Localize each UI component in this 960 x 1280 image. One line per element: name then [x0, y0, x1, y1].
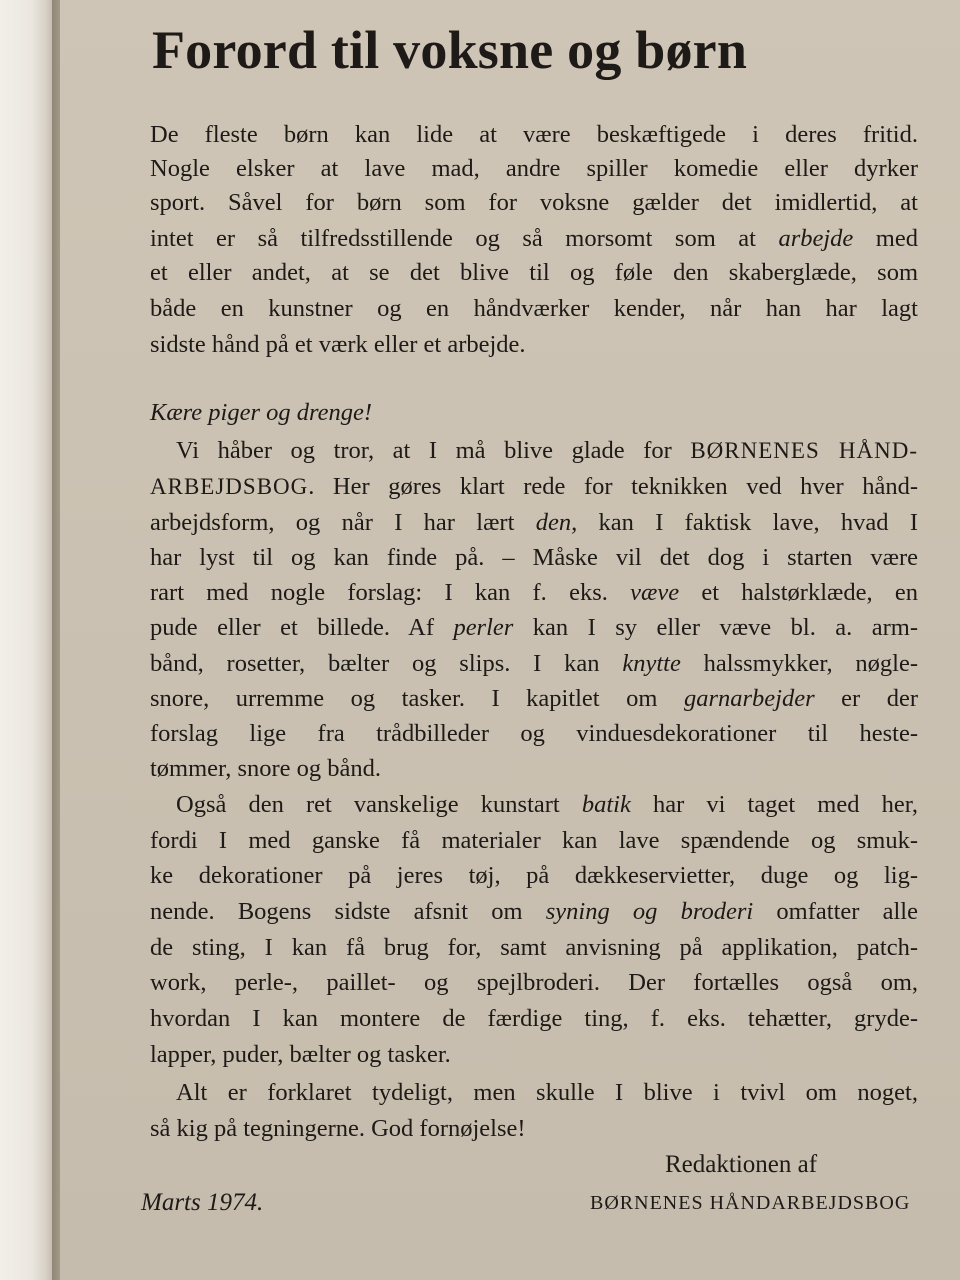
- signature-line-2: BØRNENES HÅNDARBEJDSBOG: [590, 1192, 911, 1214]
- para3-line: Alt er forklaret tydeligt, men skulle I blive i tvivl om noget,: [176, 1079, 918, 1106]
- para2-line: ke dekorationer på jeres tøj, på dækkeservietter, duge og lig-: [150, 862, 918, 889]
- date: Marts 1974.: [141, 1189, 264, 1216]
- para2-line: [150, 895, 918, 929]
- facing-page-edge: [0, 0, 56, 1280]
- text-run: bånd, rosetter, bælter og slips. I kan: [150, 650, 623, 677]
- text-run: er der: [814, 685, 918, 712]
- para2-line: [176, 788, 918, 822]
- text-run: arbejdsform, og når I har lært: [150, 509, 536, 536]
- para1-line: [150, 647, 918, 681]
- para2-line: lapper, puder, bælter og tasker.: [150, 1041, 451, 1068]
- intro-line: sport. Såvel for børn som for voksne gælder det imidlertid, at: [150, 189, 918, 216]
- book-title-run: ARBEJDSBOG: [150, 474, 309, 499]
- intro-line: [150, 222, 918, 256]
- text-run: kan I sy eller væve bl. a. arm-: [513, 614, 918, 641]
- para1-line: tømmer, snore og bånd.: [150, 755, 382, 782]
- para1-line: [150, 682, 918, 716]
- text-run: et halstørklæde, en: [679, 579, 918, 606]
- text-run: kan I faktisk lave, hvad I: [577, 509, 918, 536]
- para3-line: så kig på tegningerne. God fornøjelse!: [150, 1115, 526, 1142]
- para1-line: [150, 470, 918, 504]
- para1-line: har lyst til og kan finde på. – Måske vil det dog i starten være: [150, 544, 918, 571]
- text-run: snore, urremme og tasker. I kapitlet om: [150, 685, 684, 712]
- para1-line: [150, 506, 918, 540]
- text-run: nende. Bogens sidste afsnit om: [150, 898, 546, 925]
- para1-line: [176, 434, 918, 468]
- italic-run: den,: [535, 509, 578, 536]
- text-run: Vi håber og tror, at I må blive glade for: [176, 437, 691, 464]
- text-run: pude eller et billede. Af: [150, 614, 454, 641]
- italic-run: væve: [630, 579, 680, 606]
- text-run: har vi taget med her,: [630, 791, 918, 818]
- italic-run: perler: [453, 614, 514, 641]
- intro-line: sidste hånd på et værk eller et arbejde.: [150, 331, 526, 358]
- para2-line: de sting, I kan få brug for, samt anvisning på applikation, patch-: [150, 934, 918, 961]
- para1-line: forslag lige fra trådbilleder og vinduesdekorationer til heste-: [150, 720, 918, 747]
- text-run: . Her gøres klart rede for teknikken ved hver hånd-: [308, 473, 918, 500]
- italic-run: knytte: [622, 650, 681, 677]
- text-run: halssmykker, nøgle-: [680, 650, 919, 677]
- page-title: Forord til voksne og børn: [152, 20, 748, 80]
- book-title-run: BØRNENES HÅND-: [690, 438, 919, 463]
- text-run: Også den ret vanskelige kunstart: [176, 791, 582, 818]
- para2-line: fordi I med ganske få materialer kan lave spændende og smuk-: [150, 827, 918, 854]
- italic-run: arbejde: [778, 225, 854, 252]
- italic-run: syning og broderi: [545, 898, 754, 925]
- text-run: rart med nogle forslag: I kan f. eks.: [150, 579, 631, 606]
- intro-line: både en kunstner og en håndværker kender, når han har lagt: [150, 295, 918, 322]
- para2-line: hvordan I kan montere de færdige ting, f. eks. tehætter, gryde-: [150, 1005, 918, 1032]
- italic-run: batik: [581, 791, 631, 818]
- text-run: omfatter alle: [753, 898, 918, 925]
- para2-line: work, perle-, paillet- og spejlbroderi. Der fortælles også om,: [150, 969, 918, 996]
- text-run: med: [853, 225, 918, 252]
- intro-line: De fleste børn kan lide at være beskæftigede i deres fritid.: [150, 121, 918, 148]
- italic-run: garnarbejder: [683, 685, 815, 712]
- para1-line: [150, 576, 918, 610]
- salutation: Kære piger og drenge!: [150, 399, 373, 426]
- text-run: intet er så tilfredsstillende og så morsomt som at: [150, 225, 779, 252]
- signature-line-1: Redaktionen af: [665, 1151, 818, 1178]
- para1-line: [150, 611, 918, 645]
- intro-line: et eller andet, at se det blive til og føle den skaberglæde, som: [150, 259, 918, 286]
- intro-line: Nogle elsker at lave mad, andre spiller komedie eller dyrker: [150, 155, 918, 182]
